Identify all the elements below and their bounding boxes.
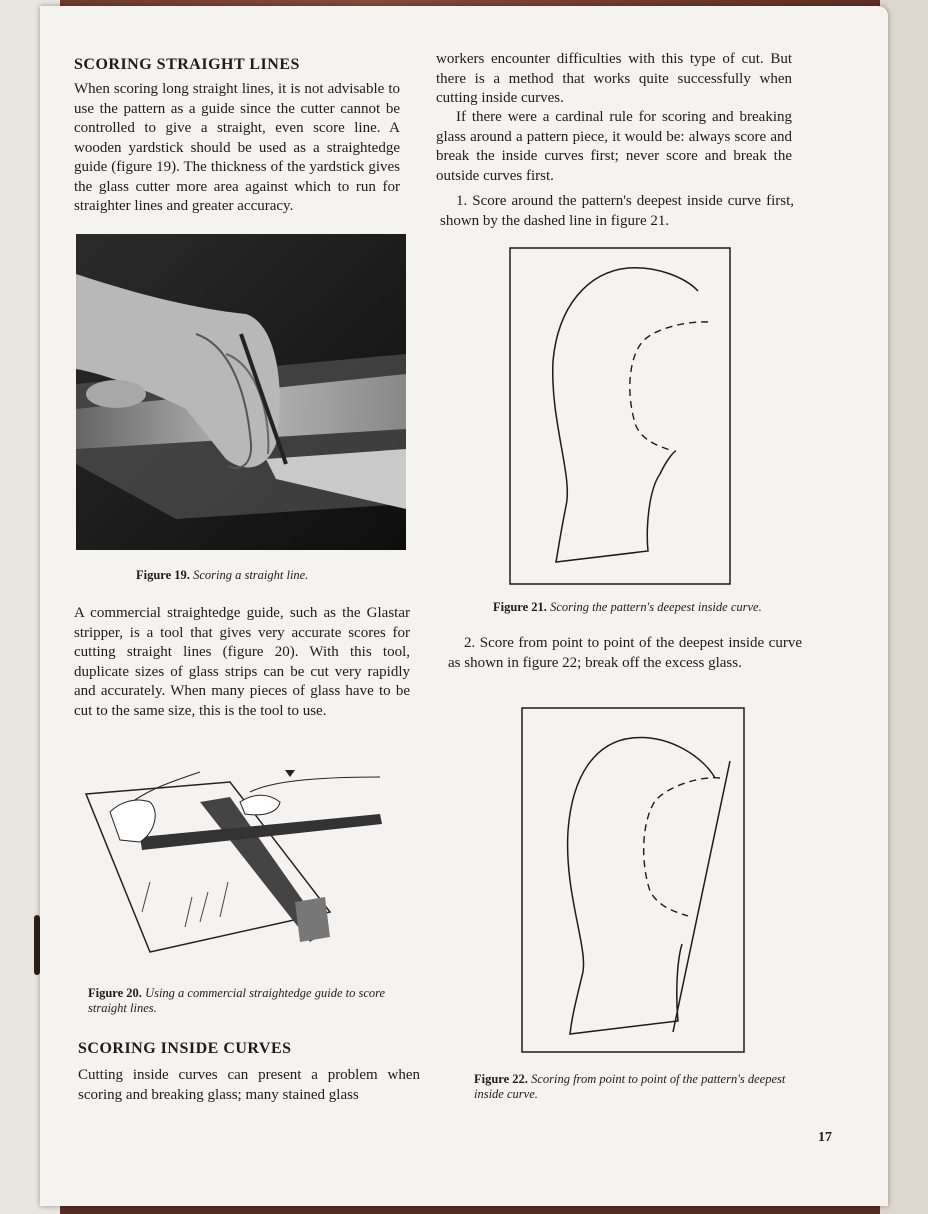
figure-20-caption: [88, 986, 408, 1016]
figure-22-caption-text: Scoring from point to point of the pattern's deepest inside curve.: [474, 1072, 786, 1101]
paragraph-scoring-straight-lines: When scoring long straight lines, it is not advisable to use the pattern as a guide since the cutter cannot be controlled to give a straight, even score line. A wooden yardstick should be used as a straightedge guide (figure 19). The thickness of the yardstick gives the glass cutter more area against which to run for straighter lines and greater accuracy.: [74, 81, 400, 214]
paragraph-straightedge-guide: A commercial straightedge guide, such as the Glastar stripper, is a tool that gives very accurate scores for cutting straight lines (figure 20). With this tool, duplicate sizes of glass strips can be cut very rapidly and accurately. When many pieces of glass have to be cut to the same size, this is the tool to use.: [74, 605, 410, 719]
section-heading-scoring-straight-lines: SCORING STRAIGHT LINES: [74, 56, 300, 73]
page-number: 17: [818, 1130, 832, 1145]
figure-22-pattern-diagram: [520, 706, 748, 1056]
section-heading-scoring-inside-curves: SCORING INSIDE CURVES: [78, 1040, 292, 1057]
figure-21-pattern-diagram: [508, 246, 736, 590]
step-1-text: 1. Score around the pattern's deepest inside curve first, shown by the dashed line in figure 21.: [440, 193, 794, 229]
figure-20-label: Figure 20.: [88, 986, 142, 1000]
figure-20-drawing: [80, 752, 390, 962]
figure-22-caption: [474, 1072, 804, 1102]
figure-20-caption-text: Using a commercial straightedge guide to score straight lines.: [88, 986, 386, 1015]
paragraph-inside-curves: Cutting inside curves can present a problem when scoring and breaking glass; many stained glass: [78, 1067, 420, 1103]
step-2-text: 2. Score from point to point of the deepest inside curve as shown in figure 22; break off the excess glass.: [448, 635, 802, 671]
figure-21-caption-text: Scoring the pattern's deepest inside curve.: [550, 600, 762, 614]
figure-21-caption: [493, 600, 762, 615]
paragraph-cardinal-rule: If there were a cardinal rule for scoring and breaking glass around a pattern piece, it would be: always score and break the inside curves first; never score and break the outside curves first.: [436, 109, 792, 184]
hand-scoring-glass-illustration: [76, 234, 406, 550]
figure-19-caption-text: Scoring a straight line.: [193, 568, 309, 582]
figure-22-label: Figure 22.: [474, 1072, 528, 1086]
figure-19-photo: [76, 234, 406, 550]
paragraph-right-intro: workers encounter difficulties with this type of cut. But there is a method that works quite successfully when cutting inside curves.: [436, 51, 792, 106]
figure-19-label: Figure 19.: [136, 568, 190, 582]
figure-21-label: Figure 21.: [493, 600, 547, 614]
figure-19-caption: [136, 568, 308, 583]
